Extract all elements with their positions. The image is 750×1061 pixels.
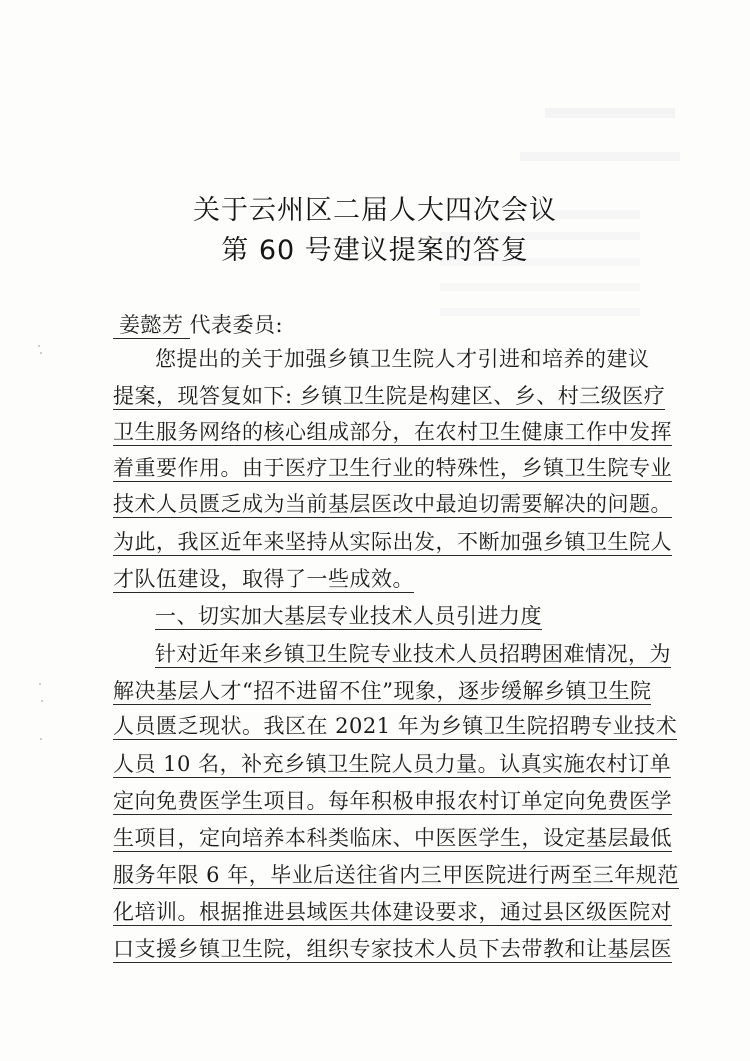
paragraph-1-line-5: 技术人员匮乏成为当前基层医改中最迫切需要解决的问题。 [113,492,672,516]
paragraph-2-line-2: 解决基层人才“招不进留不住”现象，逐步缓解乡镇卫生院 [113,679,652,703]
paragraph-2-line-8: 化培训。根据推进县域医共体建设要求，通过县区级医院对 [113,900,672,924]
scan-speck [40,738,42,740]
scan-speck [41,700,43,702]
salutation-title: 代表委员: [189,313,284,337]
paragraph-1-line-1: 您提出的关于加强乡镇卫生院人才引进和培养的建议 [155,347,650,371]
paragraph-2-line-9: 口支援乡镇卫生院，组织专家技术人员下去带教和让基层医 [113,937,672,961]
paragraph-1-line-4: 着重要作用。由于医疗卫生行业的特殊性，乡镇卫生院专业 [113,456,672,480]
scan-speck [38,345,40,347]
paragraph-2-line-1: 针对近年来乡镇卫生院专业技术人员招聘困难情况，为 [155,642,671,666]
paragraph-2-line-7: 服务年限 6 年，毕业后送往省内三甲医院进行两至三年规范 [113,863,679,887]
document-title-line-1: 关于云州区二届人大四次会议 [193,195,557,226]
paragraph-2-line-4: 人员 10 名，补充乡镇卫生院人员力量。认真实施农村订单 [113,752,672,776]
paragraph-1-line-2: 提案，现答复如下: 乡镇卫生院是构建区、乡、村三级医疗 [113,384,666,408]
paragraph-1-line-7: 才队伍建设，取得了一些成效。 [113,567,414,591]
recipient-name: 姜懿芳 [113,313,190,339]
section-1-heading: 一、切实加大基层专业技术人员引进力度 [155,604,542,628]
scan-speck [39,683,41,685]
document-title-line-2: 第 60 号建议提案的答复 [221,235,529,266]
paragraph-2-line-6: 生项目，定向培养本科类临床、中医医学生，设定基层最低 [113,826,672,850]
bleed-through-mark [545,108,675,118]
paragraph-2-line-5: 定向免费医学生项目。每年积极申报农村订单定向免费医学 [113,789,672,813]
scan-speck [40,352,42,354]
paragraph-1-line-6: 为此，我区近年来坚持从实际出发，不断加强乡镇卫生院人 [113,530,672,554]
bleed-through-mark [440,283,640,291]
paragraph-2-line-3: 人员匮乏现状。我区在 2021 年为乡镇卫生院招聘专业技术 [113,714,678,738]
paragraph-1-line-3: 卫生服务网络的核心组成部分，在农村卫生健康工作中发挥 [113,420,672,444]
bleed-through-mark [520,152,680,161]
salutation [113,309,643,341]
